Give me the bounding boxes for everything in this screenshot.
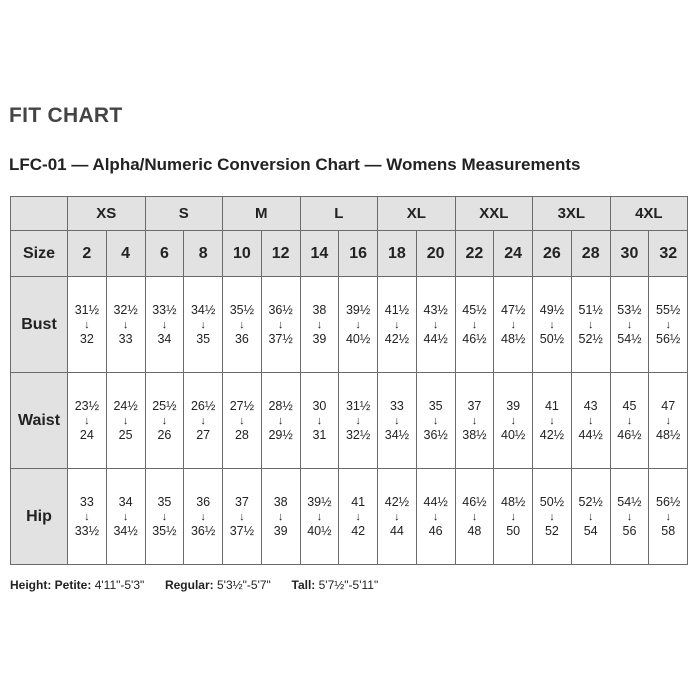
range-to: 44½	[578, 427, 603, 442]
range-to: 50½	[539, 331, 565, 346]
measurement-row-hip	[11, 469, 688, 565]
arrow-down-icon: ↓	[394, 318, 400, 331]
arrow-down-icon: ↓	[122, 318, 129, 331]
range-from: 43½	[423, 302, 448, 317]
measurement-cell	[68, 373, 107, 469]
measurement-cell	[300, 277, 339, 373]
measurement-label: Waist	[11, 373, 68, 469]
arrow-down-icon: ↓	[665, 318, 671, 331]
range-from: 50½	[539, 494, 565, 509]
fit-chart-table	[10, 196, 688, 565]
arrow-down-icon: ↓	[84, 414, 90, 427]
arrow-down-icon: ↓	[394, 414, 400, 427]
range-from: 35½	[229, 302, 255, 317]
regular-value: 5'3½"-5'7"	[217, 578, 271, 592]
numeric-size-header: 4	[106, 231, 145, 277]
measurement-cell	[145, 277, 184, 373]
range-to: 42½	[539, 427, 565, 442]
range-from: 38	[312, 302, 327, 317]
measurement-label: Hip	[11, 469, 68, 565]
alpha-size-header: XXL	[455, 197, 533, 231]
alpha-size-header: XL	[378, 197, 456, 231]
range-to: 38½	[462, 427, 487, 442]
range-to: 32½	[345, 427, 371, 442]
range-to: 42½	[384, 331, 410, 346]
arrow-down-icon: ↓	[471, 414, 478, 427]
range-from: 30	[312, 398, 327, 413]
range-from: 31½	[74, 302, 100, 317]
range-to: 31	[312, 427, 327, 442]
arrow-down-icon: ↓	[510, 414, 516, 427]
tall-value: 5'7½"-5'11"	[318, 578, 379, 592]
range-to: 36½	[423, 427, 448, 442]
range-to: 27	[196, 427, 211, 442]
arrow-down-icon: ↓	[122, 414, 129, 427]
range-from: 41	[351, 494, 366, 509]
measurement-cell	[455, 469, 494, 565]
measurement-cell	[184, 469, 223, 565]
measurement-cell	[649, 373, 688, 469]
range-to: 33½	[74, 523, 100, 538]
range-from: 35	[157, 494, 172, 509]
arrow-down-icon: ↓	[587, 318, 594, 331]
range-from: 33	[79, 494, 94, 509]
range-from: 33½	[152, 302, 177, 317]
measurement-row-waist	[11, 373, 688, 469]
arrow-down-icon: ↓	[200, 414, 206, 427]
arrow-down-icon: ↓	[161, 414, 168, 427]
measurement-cell	[533, 277, 572, 373]
arrow-down-icon: ↓	[239, 318, 245, 331]
alpha-size-header: S	[145, 197, 223, 231]
range-to: 37½	[229, 523, 255, 538]
height-label: Height:	[10, 578, 52, 592]
arrow-down-icon: ↓	[122, 510, 129, 523]
arrow-down-icon: ↓	[626, 318, 633, 331]
measurement-cell	[416, 277, 455, 373]
arrow-down-icon: ↓	[510, 318, 516, 331]
alpha-size-header: XS	[68, 197, 146, 231]
range-from: 54½	[617, 494, 642, 509]
measurement-cell	[571, 277, 610, 373]
range-to: 24	[79, 427, 94, 442]
measurement-cell	[339, 373, 378, 469]
numeric-size-header: 18	[378, 231, 417, 277]
alpha-size-row	[11, 197, 688, 231]
arrow-down-icon: ↓	[665, 414, 671, 427]
measurement-cell	[68, 469, 107, 565]
measurement-cell	[68, 277, 107, 373]
measurement-cell	[455, 277, 494, 373]
range-to: 32	[79, 331, 94, 346]
measurement-cell	[533, 373, 572, 469]
range-from: 36½	[268, 302, 293, 317]
range-to: 35	[196, 331, 211, 346]
measurement-cell	[378, 277, 417, 373]
range-to: 36	[234, 331, 249, 346]
range-from: 52½	[578, 494, 603, 509]
arrow-down-icon: ↓	[355, 510, 361, 523]
arrow-down-icon: ↓	[432, 510, 439, 523]
arrow-down-icon: ↓	[626, 510, 633, 523]
arrow-down-icon: ↓	[355, 414, 361, 427]
range-from: 37	[467, 398, 482, 413]
measurement-cell	[494, 277, 533, 373]
corner-cell	[11, 197, 68, 231]
alpha-size-header: M	[223, 197, 301, 231]
arrow-down-icon: ↓	[239, 414, 245, 427]
range-to: 44½	[423, 331, 448, 346]
measurement-cell	[649, 469, 688, 565]
arrow-down-icon: ↓	[665, 510, 671, 523]
arrow-down-icon: ↓	[471, 510, 478, 523]
arrow-down-icon: ↓	[549, 414, 555, 427]
range-to: 36½	[190, 523, 216, 538]
arrow-down-icon: ↓	[355, 318, 361, 331]
range-to: 37½	[268, 331, 293, 346]
arrow-down-icon: ↓	[161, 318, 168, 331]
measurement-cell	[184, 373, 223, 469]
arrow-down-icon: ↓	[626, 414, 633, 427]
measurement-cell	[610, 277, 649, 373]
range-from: 51½	[578, 302, 603, 317]
numeric-size-header: 12	[261, 231, 300, 277]
range-from: 41	[544, 398, 559, 413]
range-from: 34½	[190, 302, 216, 317]
range-from: 24½	[113, 398, 138, 413]
measurement-cell	[300, 373, 339, 469]
range-to: 48½	[501, 331, 526, 346]
range-to: 44	[389, 523, 404, 538]
range-to: 34	[157, 331, 172, 346]
measurement-cell	[339, 277, 378, 373]
range-to: 39	[273, 523, 288, 538]
range-to: 56½	[656, 331, 681, 346]
numeric-size-header: 6	[145, 231, 184, 277]
numeric-size-header: 22	[455, 231, 494, 277]
range-from: 36	[196, 494, 211, 509]
measurement-cell	[610, 469, 649, 565]
measurement-cell	[223, 373, 262, 469]
measurement-cell	[649, 277, 688, 373]
measurement-cell	[261, 373, 300, 469]
range-from: 47½	[501, 302, 526, 317]
size-label: Size	[11, 231, 68, 277]
range-from: 43	[583, 398, 598, 413]
range-to: 33	[118, 331, 133, 346]
arrow-down-icon: ↓	[316, 414, 323, 427]
measurement-cell	[378, 469, 417, 565]
arrow-down-icon: ↓	[277, 510, 284, 523]
measurement-cell	[416, 373, 455, 469]
range-from: 42½	[384, 494, 410, 509]
arrow-down-icon: ↓	[510, 510, 516, 523]
measurement-cell	[106, 277, 145, 373]
numeric-size-header: 8	[184, 231, 223, 277]
range-from: 32½	[113, 302, 138, 317]
regular-label: Regular:	[164, 578, 214, 592]
measurement-label: Bust	[11, 277, 68, 373]
height-footer	[10, 578, 378, 592]
arrow-down-icon: ↓	[316, 318, 323, 331]
numeric-size-header: 20	[416, 231, 455, 277]
numeric-size-header: 14	[300, 231, 339, 277]
arrow-down-icon: ↓	[432, 414, 439, 427]
measurement-cell	[223, 277, 262, 373]
measurement-cell	[455, 373, 494, 469]
range-to: 28	[234, 427, 249, 442]
range-to: 46½	[617, 427, 642, 442]
range-from: 44½	[423, 494, 448, 509]
arrow-down-icon: ↓	[239, 510, 245, 523]
range-to: 46½	[462, 331, 487, 346]
measurement-cell	[106, 373, 145, 469]
arrow-down-icon: ↓	[549, 510, 555, 523]
alpha-size-header: 3XL	[533, 197, 611, 231]
range-to: 54	[583, 523, 598, 538]
range-from: 35	[428, 398, 443, 413]
arrow-down-icon: ↓	[84, 510, 90, 523]
range-from: 31½	[345, 398, 371, 413]
measurement-cell	[106, 469, 145, 565]
range-from: 34	[118, 494, 133, 509]
arrow-down-icon: ↓	[200, 318, 206, 331]
range-from: 45½	[462, 302, 487, 317]
numeric-size-header: 10	[223, 231, 262, 277]
numeric-size-header: 32	[649, 231, 688, 277]
range-from: 39½	[345, 302, 371, 317]
measurement-cell	[571, 469, 610, 565]
numeric-size-header: 2	[68, 231, 107, 277]
page-title: FIT CHART	[9, 104, 123, 127]
range-from: 41½	[384, 302, 410, 317]
measurement-cell	[533, 469, 572, 565]
numeric-size-header: 28	[571, 231, 610, 277]
range-from: 27½	[229, 398, 255, 413]
range-from: 28½	[268, 398, 293, 413]
range-to: 58	[661, 523, 676, 538]
range-to: 52½	[578, 331, 603, 346]
measurement-cell	[184, 277, 223, 373]
range-to: 40½	[345, 331, 371, 346]
range-to: 40½	[501, 427, 526, 442]
numeric-size-header: 24	[494, 231, 533, 277]
arrow-down-icon: ↓	[394, 510, 400, 523]
range-to: 54½	[617, 331, 642, 346]
petite-label: Petite:	[54, 578, 92, 592]
measurement-row-bust	[11, 277, 688, 373]
range-from: 26½	[190, 398, 216, 413]
numeric-size-row	[11, 231, 688, 277]
arrow-down-icon: ↓	[84, 318, 90, 331]
petite-value: 4'11"-5'3"	[94, 578, 145, 592]
tall-label: Tall:	[291, 578, 316, 592]
measurement-cell	[261, 277, 300, 373]
range-from: 53½	[617, 302, 642, 317]
measurement-cell	[145, 373, 184, 469]
measurement-cell	[494, 469, 533, 565]
range-from: 39	[506, 398, 521, 413]
range-from: 55½	[656, 302, 681, 317]
range-to: 42	[351, 523, 366, 538]
measurement-cell	[300, 469, 339, 565]
alpha-size-header: 4XL	[610, 197, 688, 231]
range-from: 37	[234, 494, 249, 509]
range-to: 26	[157, 427, 172, 442]
range-from: 45	[622, 398, 637, 413]
range-to: 50	[506, 523, 521, 538]
range-to: 56	[622, 523, 637, 538]
range-to: 25	[118, 427, 133, 442]
range-to: 46	[428, 523, 443, 538]
measurement-cell	[378, 373, 417, 469]
range-to: 34½	[384, 427, 410, 442]
arrow-down-icon: ↓	[432, 318, 439, 331]
range-from: 39½	[307, 494, 332, 509]
range-from: 48½	[501, 494, 526, 509]
arrow-down-icon: ↓	[277, 414, 284, 427]
measurement-cell	[145, 469, 184, 565]
range-to: 48½	[656, 427, 681, 442]
range-from: 33	[389, 398, 404, 413]
chart-subtitle: LFC-01 — Alpha/Numeric Conversion Chart — Womens Measurements	[9, 155, 581, 174]
arrow-down-icon: ↓	[200, 510, 206, 523]
measurement-cell	[261, 469, 300, 565]
range-to: 35½	[152, 523, 177, 538]
range-from: 23½	[74, 398, 100, 413]
measurement-cell	[610, 373, 649, 469]
arrow-down-icon: ↓	[549, 318, 555, 331]
numeric-size-header: 16	[339, 231, 378, 277]
range-from: 25½	[152, 398, 177, 413]
numeric-size-header: 30	[610, 231, 649, 277]
measurement-cell	[494, 373, 533, 469]
arrow-down-icon: ↓	[587, 510, 594, 523]
range-to: 40½	[307, 523, 332, 538]
range-to: 48	[467, 523, 482, 538]
alpha-size-header: L	[300, 197, 378, 231]
arrow-down-icon: ↓	[161, 510, 168, 523]
range-from: 46½	[462, 494, 487, 509]
range-from: 49½	[539, 302, 565, 317]
measurement-cell	[571, 373, 610, 469]
range-from: 47	[661, 398, 676, 413]
range-to: 52	[544, 523, 559, 538]
measurement-cell	[416, 469, 455, 565]
arrow-down-icon: ↓	[277, 318, 284, 331]
range-to: 29½	[268, 427, 293, 442]
range-from: 56½	[656, 494, 681, 509]
range-to: 39	[312, 331, 327, 346]
arrow-down-icon: ↓	[587, 414, 594, 427]
measurement-cell	[223, 469, 262, 565]
range-to: 34½	[113, 523, 138, 538]
numeric-size-header: 26	[533, 231, 572, 277]
arrow-down-icon: ↓	[471, 318, 478, 331]
measurement-cell	[339, 469, 378, 565]
arrow-down-icon: ↓	[316, 510, 323, 523]
range-from: 38	[273, 494, 288, 509]
